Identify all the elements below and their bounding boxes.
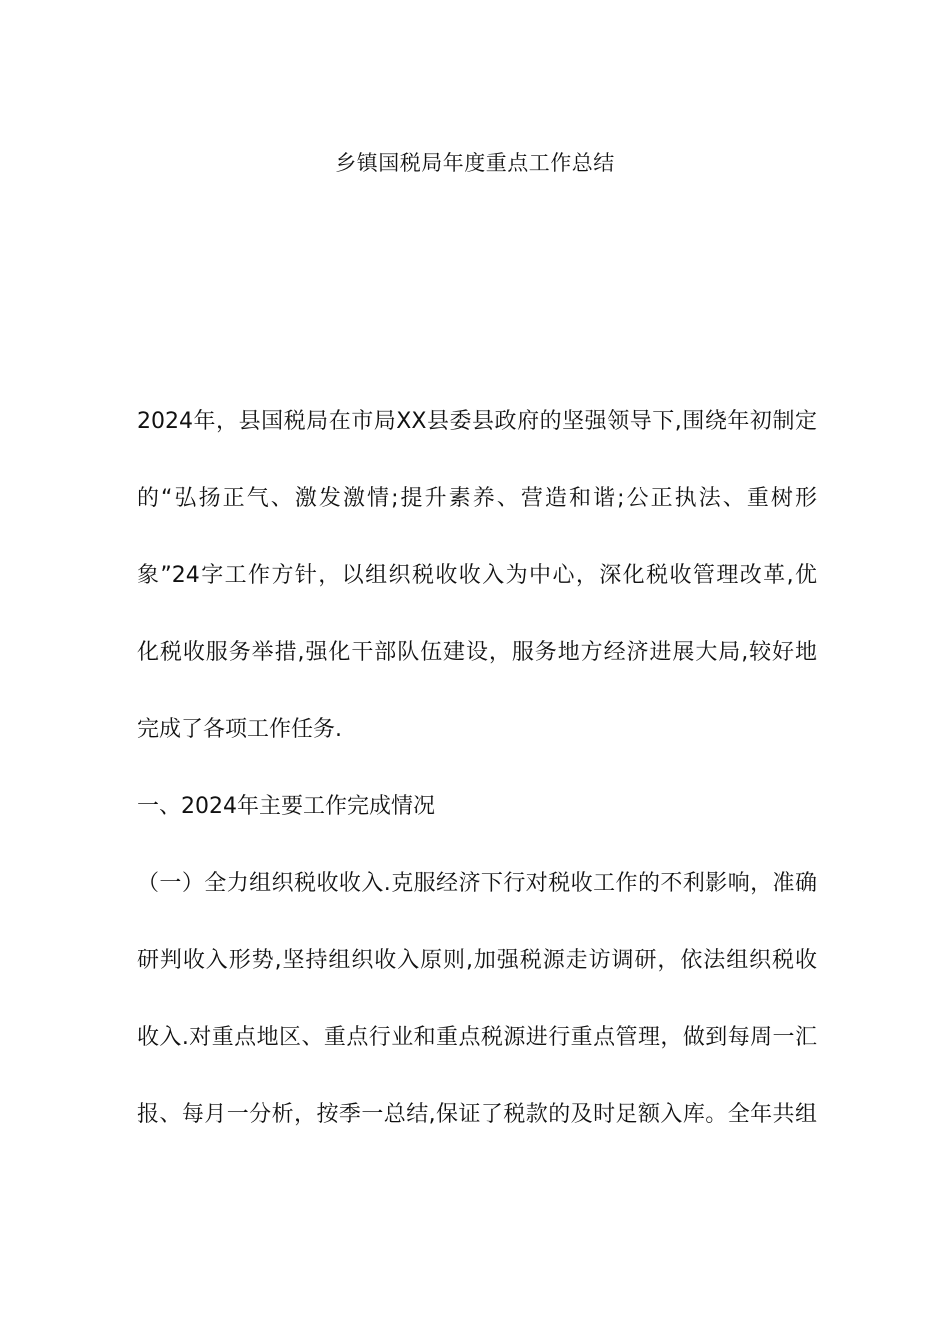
document-title: 乡镇国税局年度重点工作总结 (335, 151, 615, 175)
paragraph-line: 完成了各项工作任务. (137, 717, 342, 742)
paragraph-line: 2024年，县国税局在市局XX县委县政府的坚强领导下,围绕年初制定 (137, 409, 817, 434)
paragraph-line: 报、每月一分析，按季一总结,保证了税款的及时足额入库。全年共组 (137, 1102, 817, 1127)
paragraph-line: 象”24字工作方针，以组织税收收入为中心，深化税收管理改革,优 (137, 563, 817, 588)
section-heading: 一、2024年主要工作完成情况 (137, 794, 435, 819)
paragraph-line: 收入.对重点地区、重点行业和重点税源进行重点管理，做到每周一汇 (137, 1025, 817, 1050)
paragraph-line: 化税收服务举措,强化干部队伍建设，服务地方经济进展大局,较好地 (137, 640, 817, 665)
paragraph-line: （一）全力组织税收收入.克服经济下行对税收工作的不利影响，准确 (137, 871, 817, 896)
paragraph-line: 的“弘扬正气、激发激情;提升素养、营造和谐;公正执法、重树形 (137, 486, 817, 511)
paragraph-line: 研判收入形势,坚持组织收入原则,加强税源走访调研，依法组织税收 (137, 948, 817, 973)
document-body (137, 400, 817, 1170)
